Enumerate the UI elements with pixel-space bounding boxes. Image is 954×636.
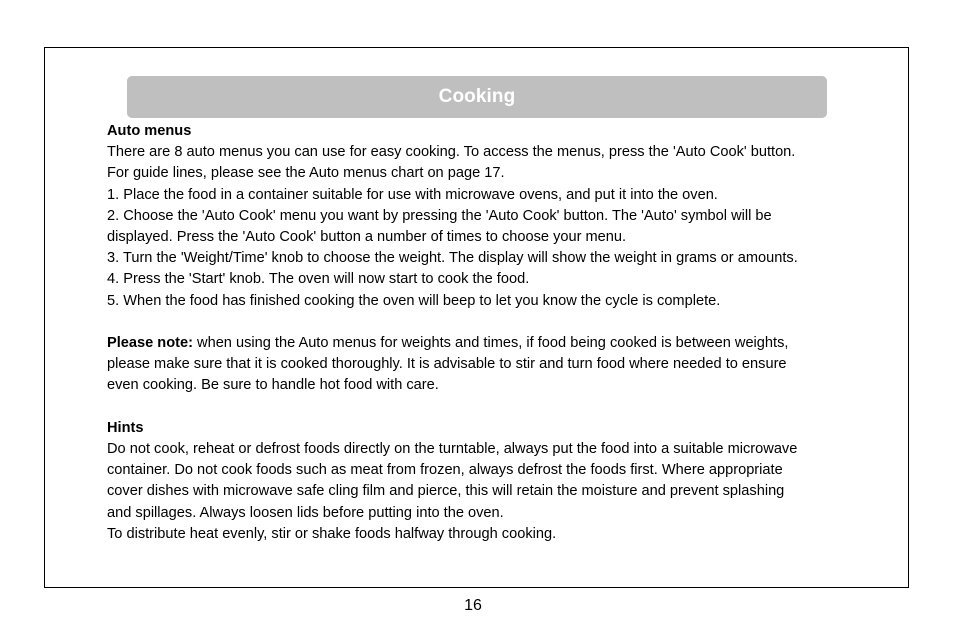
auto-menus-step-1: 1. Place the food in a container suitable for use with microwave ovens, and put it into the oven. — [107, 186, 718, 203]
hints-line: container. Do not cook foods such as meat from frozen, always defrost the foods first. Where appropriate — [107, 462, 783, 479]
note-text: when using the Auto menus for weights and times, if food being cooked is between weights, — [192, 335, 789, 352]
paragraph-gap — [107, 397, 897, 418]
auto-menus-step-5: 5. When the food has finished cooking the oven will beep to let you know the cycle is complete. — [107, 292, 721, 309]
auto-menus-step-3: 3. Turn the 'Weight/Time' knob to choose the weight. The display will show the weight in grams or amounts. — [107, 250, 798, 267]
auto-menus-step-2-line: displayed. Press the 'Auto Cook' button a number of times to choose your menu. — [107, 229, 627, 246]
note-line: please make sure that it is cooked thoroughly. It is advisable to stir and turn food where needed to ensure — [107, 356, 787, 373]
hints-line: To distribute heat evenly, stir or shake foods halfway through cooking. — [107, 525, 557, 542]
page-content — [107, 121, 897, 545]
auto-menus-step-4: 4. Press the 'Start' knob. The oven will now start to cook the food. — [107, 271, 530, 288]
page-number: 16 — [464, 597, 482, 614]
hints-heading: Hints — [107, 419, 144, 436]
note-label: Please note: — [107, 335, 193, 352]
note-line — [107, 333, 897, 354]
paragraph-gap — [107, 312, 897, 333]
auto-menus-intro-line: There are 8 auto menus you can use for easy cooking. To access the menus, press the 'Auto Cook' button. — [107, 144, 796, 161]
section-title: Cooking — [438, 86, 516, 107]
hints-line: Do not cook, reheat or defrost foods directly on the turntable, always put the food into a suitable microwave — [107, 441, 798, 458]
auto-menus-intro-line: For guide lines, please see the Auto menus chart on page 17. — [107, 165, 505, 182]
section-banner — [127, 76, 827, 118]
note-line: even cooking. Be sure to handle hot food with care. — [107, 377, 439, 394]
hints-line: cover dishes with microwave safe cling film and pierce, this will retain the moisture and prevent splashing — [107, 483, 785, 500]
auto-menus-heading: Auto menus — [107, 123, 192, 139]
auto-menus-step-2-line: 2. Choose the 'Auto Cook' menu you want by pressing the 'Auto Cook' button. The 'Auto' symbol will be — [107, 207, 772, 224]
hints-line: and spillages. Always loosen lids before putting into the oven. — [107, 504, 504, 521]
